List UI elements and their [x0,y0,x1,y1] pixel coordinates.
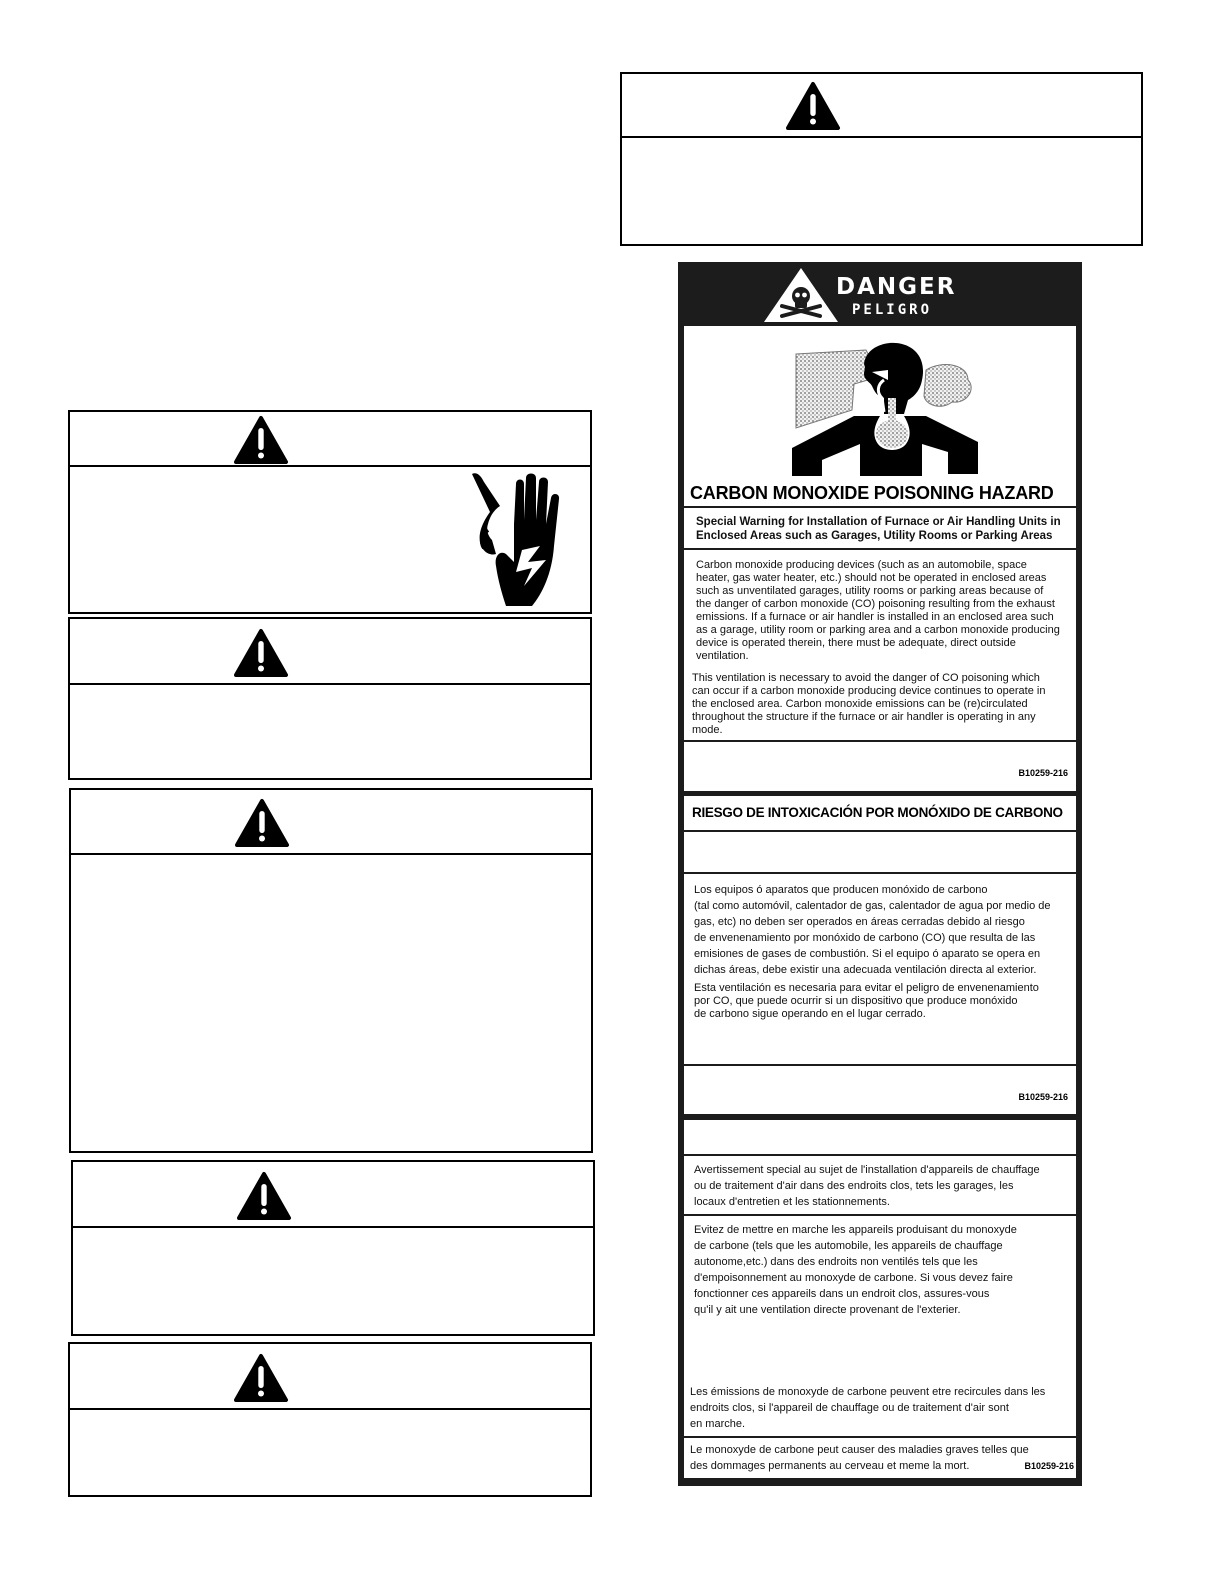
danger-header [678,262,1082,326]
carbon-monoxide-danger-label [678,262,1082,1486]
warning-triangle-icon [233,1353,289,1403]
warning-triangle-icon [785,81,841,131]
french-panel [684,1120,1076,1478]
spanish-paragraph-2: Esta ventilación es necesaria para evitar el peligro de envenenamiento por CO, que puede ocurrir si un dispositivo que produce monóxido de carbono sigue operando en el lugar cerrado. [694,982,1039,1020]
french-special-warning: Avertissement special au sujet de l'installation d'appareils de chauffage ou de traitement d'air dans des endroits clos, tets les garages, les locaux d'entretien et les stationnements. [694,1164,1040,1208]
warning-box-top-right [620,72,1143,246]
english-panel [684,326,1076,791]
french-paragraph-3: Le monoxyde de carbone peut causer des maladies graves telles que des dommages permanents au cerveau et meme la mort. [690,1444,1029,1472]
french-paragraph-1: Evitez de mettre en marche les appareils produisant du monoxyde de carbone (tels que les automobile, les appareils de chauffage autonome,etc.) dans des endroits non ventilés tels que les d'empoisonnement au monoxyde de carbone. Si vous devez faire fonctionner ces appareils dans un endroit clos, assures-vous qu'il y ait une ventilation directe provenant de l'exterier. [694,1224,1017,1316]
label-code: B10259-216 [1024,1461,1074,1471]
warning-box-header [70,412,590,467]
english-paragraph-1: Carbon monoxide producing devices (such as an automobile, space heater, gas water heater, etc.) should not be operated in enclosed areas such as unventilated garages, utility rooms or parking areas because of the danger of carbon monoxide (CO) poisoning resulting from the exhaust emissions. If a furnace or air handler is installed in an enclosed area such as a garage, utility room or parking area and a carbon monoxide producing device is operated therein, there must be adequate, direct outside ventilation. [696,559,1060,662]
spanish-hazard-title: RIESGO DE INTOXICACIÓN POR MONÓXIDO DE CARBONO [692,805,1063,820]
skull-crossbones-icon [762,266,840,324]
warning-triangle-icon [233,628,289,678]
danger-title: DANGER [836,274,957,300]
special-warning-text: Special Warning for Installation of Furnace or Air Handling Units in Enclosed Areas such as Garages, Utility Rooms or Parking Areas [696,516,1061,542]
spanish-panel [684,796,1076,1114]
french-paragraph-2: Les émissions de monoxyde de carbone peuvent etre recircules dans les endroits clos, si l'appareil de chauffage ou de traitement d'air sont en marche. [690,1386,1046,1430]
warning-triangle-icon [236,1171,292,1221]
warning-box-header [622,74,1141,138]
warning-triangle-icon [234,798,290,848]
spanish-paragraph-1: Los equipos ó aparatos que producen monóxido de carbono (tal como automóvil, calentador de gas, calentador de agua por medio de gas, etc) no deben ser operados en áreas cerradas debido al riesgo de envenenamiento por monóxido de carbono (CO) que resulta de las emisiones de gases de combustión. Si el equipo ó aparato se opera en dichas áreas, debe existir una adecuada ventilación directa al exterior. [694,884,1051,976]
warning-box-3 [69,788,593,1153]
warning-box-header [73,1162,593,1228]
warning-box-header [70,1344,590,1410]
hazard-title: CARBON MONOXIDE POISONING HAZARD [690,483,1054,503]
label-code: B10259-216 [1018,1092,1068,1102]
danger-subtitle: PELIGRO [852,302,933,318]
warning-box-header [71,790,591,855]
inhalation-person-icon [792,340,978,476]
warning-triangle-icon [233,415,289,465]
english-paragraph-2: This ventilation is necessary to avoid the danger of CO poisoning which can occur if a carbon monoxide producing device continues to operate in the enclosed area. Carbon monoxide emissions can be (re)circulated throughout the structure if the furnace or air handler is operating in any mode. [692,672,1046,736]
electric-shock-hand-icon [466,470,574,612]
warning-box-5 [68,1342,592,1497]
warning-box-header [70,619,590,685]
warning-box-2 [68,617,592,780]
warning-box-4 [71,1160,595,1336]
warning-box-electrical [68,410,592,614]
label-code: B10259-216 [1018,768,1068,778]
